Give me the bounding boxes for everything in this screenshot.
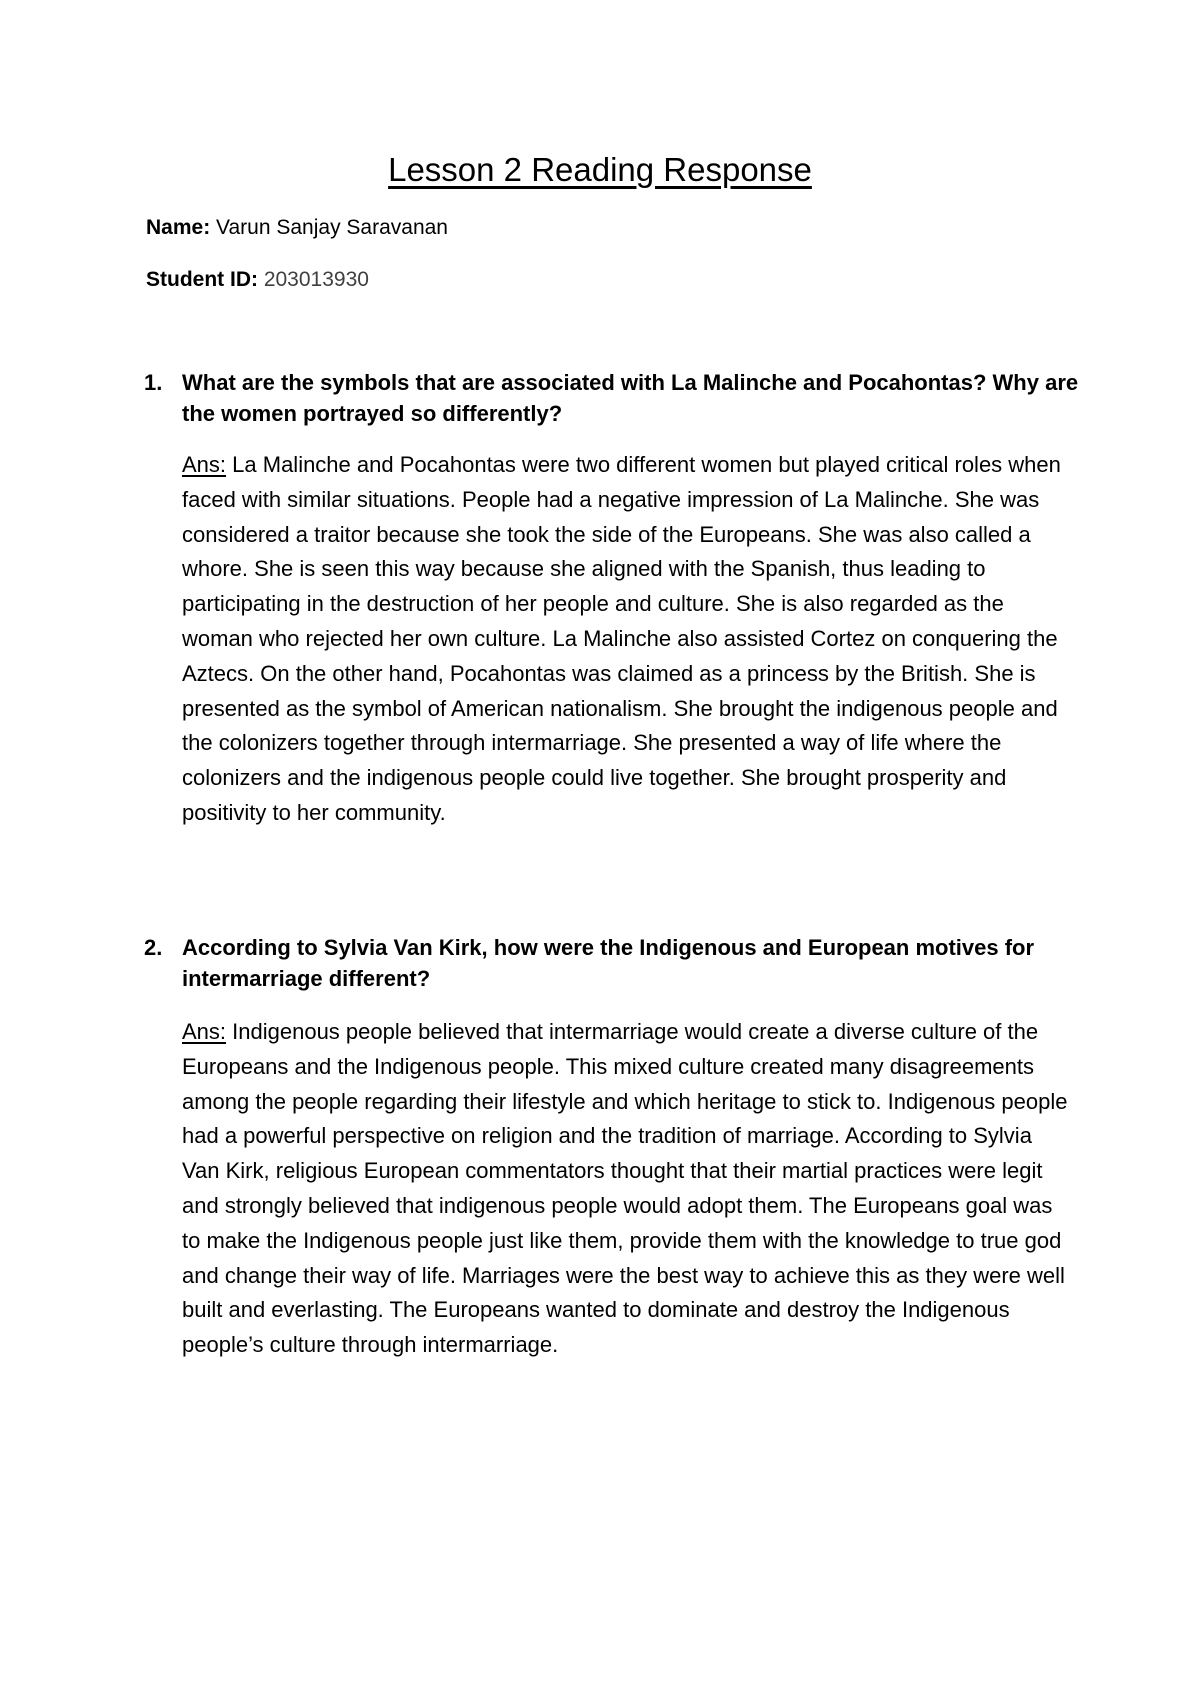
question-2-text: According to Sylvia Van Kirk, how were the Indigenous and European motives for intermarriage different? (182, 935, 1035, 991)
question-1-number: 1. (144, 370, 163, 395)
name-value: Varun Sanjay Saravanan (216, 216, 448, 239)
answer-1-label: Ans: (182, 452, 227, 477)
student-name-line (146, 214, 448, 242)
answer-1 (182, 448, 1072, 831)
question-2 (144, 932, 1082, 994)
answer-2 (182, 1015, 1072, 1363)
answer-2-text: Indigenous people believed that intermarriage would create a diverse culture of the Europeans and the Indigenous people. This mixed culture created many disagreements among the people regarding their lifestyle and which heritage to stick to. Indigenous people had a powerful perspective on religion and the tradition of marriage. According to Sylvia Van Kirk, religious European commentators thought that their martial practices were legit and strongly believed that indigenous people would adopt them. The Europeans goal was to make the Indigenous people just like them, provide them with the knowledge to true god and change their way of life. Marriages were the best way to achieve this as they were well built and everlasting. The Europeans wanted to dominate and destroy the Indigenous people’s culture through intermarriage. (182, 1019, 1068, 1358)
question-1-text: What are the symbols that are associated with La Malinche and Pocahontas? Why are the women portrayed so differently? (182, 370, 1079, 426)
name-label: Name: (146, 216, 211, 239)
answer-2-label: Ans: (182, 1019, 227, 1044)
question-2-number: 2. (144, 935, 163, 960)
answer-1-text: La Malinche and Pocahontas were two different women but played critical roles when faced with similar situations. People had a negative impression of La Malinche. She was considered a traitor because she took the side of the Europeans. She was also called a whore. She is seen this way because she aligned with the Spanish, thus leading to participating in the destruction of her people and culture. She is also regarded as the woman who rejected her own culture. La Malinche also assisted Cortez on conquering the Aztecs. On the other hand, Pocahontas was claimed as a princess by the British. She is presented as the symbol of American nationalism. She brought the indigenous people and the colonizers together through intermarriage. She presented a way of life where the colonizers and the indigenous people could live together. She brought prosperity and positivity to her community. (182, 452, 1061, 825)
student-id-value: 203013930 (263, 268, 369, 291)
question-1 (144, 367, 1082, 429)
document-title: Lesson 2 Reading Response (388, 151, 812, 188)
student-id-label: Student ID: (146, 268, 258, 291)
student-id-line (146, 266, 369, 294)
